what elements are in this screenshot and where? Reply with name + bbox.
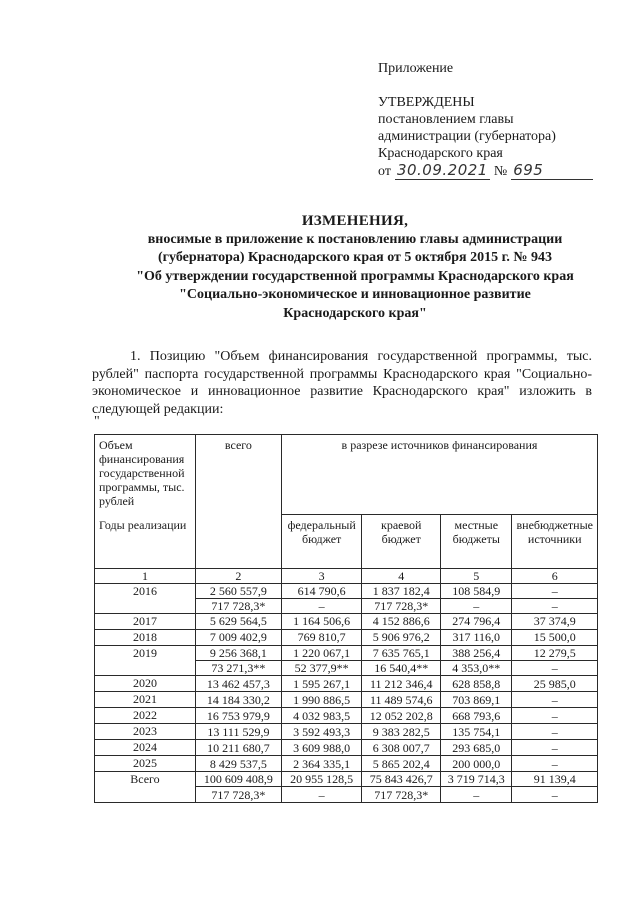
value-cell: 8 429 537,5	[195, 756, 281, 772]
financing-table	[94, 434, 598, 803]
year-cell: 2019	[95, 645, 196, 675]
value-cell: 614 790,6	[281, 583, 361, 598]
value-cell: 15 500,0	[512, 629, 598, 645]
value-cell: 73 271,3**	[195, 661, 281, 676]
value-cell: 7 635 765,1	[362, 645, 441, 660]
value-cell: –	[512, 661, 598, 676]
year-cell: 2025	[95, 756, 196, 772]
value-cell: 2 364 335,1	[281, 756, 361, 772]
value-cell: 9 256 368,1	[195, 645, 281, 660]
approved-label: УТВЕРЖДЕНЫ	[378, 95, 475, 110]
table-row	[95, 692, 598, 708]
value-cell: 717 728,3*	[362, 787, 441, 802]
value-cell: 628 858,8	[441, 676, 512, 692]
paragraph-text: 1. Позицию "Объем финансирования государственной программы, тыс. рублей" паспорта государственной программы Краснодарского края "Социально-экономическое и инновационное развитие Краснодарского края" изложить в следующей редакции:	[92, 349, 592, 417]
value-cell: 200 000,0	[441, 756, 512, 772]
year-cell: 2016	[95, 583, 196, 613]
value-cell: 1 990 886,5	[281, 692, 361, 708]
title-line-2: (губернатора) Краснодарского края от 5 октября 2015 г. № 943	[158, 250, 552, 265]
value-cell: –	[512, 708, 598, 724]
value-cell: 5 865 202,4	[362, 756, 441, 772]
value-cell: 4 353,0**	[441, 661, 512, 676]
document-title	[60, 212, 640, 323]
title-line-4: "Социально-экономическое и инновационное развитие	[179, 287, 531, 302]
column-index: 1	[95, 568, 196, 583]
table-row	[95, 724, 598, 740]
title-line-1: вносимые в приложение к постановлению главы администрации	[147, 231, 563, 247]
table-row	[95, 756, 598, 772]
value-cell: –	[512, 787, 598, 802]
value-cell: 52 377,9**	[281, 661, 361, 676]
value-cell: 769 810,7	[281, 629, 361, 645]
value-cell: –	[512, 598, 598, 613]
opening-quote: "	[94, 414, 100, 429]
value-cell: 3 592 493,3	[281, 724, 361, 740]
year-cell: 2017	[95, 613, 196, 629]
value-cell: 16 753 979,9	[195, 708, 281, 724]
body-paragraph	[92, 348, 592, 418]
year-cell: 2020	[95, 676, 196, 692]
value-cell: 2 560 557,9	[195, 583, 281, 598]
handwritten-number: 695	[511, 162, 593, 180]
column-index: 2	[195, 568, 281, 583]
year-cell: 2018	[95, 629, 196, 645]
value-cell: 13 462 457,3	[195, 676, 281, 692]
value-cell: 16 540,4**	[362, 661, 441, 676]
header-local: местные бюджеты	[441, 515, 512, 569]
value-cell: –	[512, 756, 598, 772]
year-cell: Всего	[95, 772, 196, 802]
year-cell: 2022	[95, 708, 196, 724]
title-line-5: Краснодарского края"	[283, 305, 427, 321]
header-years: Годы реализации	[95, 515, 196, 569]
value-cell: 5 906 976,2	[362, 629, 441, 645]
value-cell: 11 489 574,6	[362, 692, 441, 708]
value-cell: 13 111 529,9	[195, 724, 281, 740]
table-row	[95, 645, 598, 660]
column-index-row	[95, 568, 598, 583]
table-row	[95, 613, 598, 629]
value-cell: 9 383 282,5	[362, 724, 441, 740]
date-number-row	[378, 162, 597, 180]
table-row	[95, 583, 598, 598]
value-cell: 25 985,0	[512, 676, 598, 692]
number-prefix: №	[493, 164, 508, 179]
value-cell: 75 843 426,7	[362, 772, 441, 787]
value-cell: 14 184 330,2	[195, 692, 281, 708]
column-index: 4	[362, 568, 441, 583]
title-line-3: "Об утверждении государственной программы Краснодарского края	[136, 268, 574, 284]
value-cell: –	[512, 740, 598, 756]
date-prefix: от	[378, 164, 391, 179]
year-cell: 2021	[95, 692, 196, 708]
value-cell: –	[512, 724, 598, 740]
header-extra: внебюджетные источники	[512, 515, 598, 569]
value-cell: 12 279,5	[512, 645, 598, 660]
year-cell: 2024	[95, 740, 196, 756]
value-cell: 3 719 714,3	[441, 772, 512, 787]
header-regional: краевой бюджет	[362, 515, 441, 569]
value-cell: 6 308 007,7	[362, 740, 441, 756]
value-cell: 12 052 202,8	[362, 708, 441, 724]
value-cell: 1 595 267,1	[281, 676, 361, 692]
value-cell: 3 609 988,0	[281, 740, 361, 756]
column-index: 5	[441, 568, 512, 583]
value-cell: 91 139,4	[512, 772, 598, 787]
column-index: 6	[512, 568, 598, 583]
value-cell: 108 584,9	[441, 583, 512, 598]
table-row	[95, 708, 598, 724]
value-cell: 4 152 886,6	[362, 613, 441, 629]
table-row	[95, 740, 598, 756]
value-cell: 703 869,1	[441, 692, 512, 708]
appendix-label: Приложение	[378, 61, 454, 76]
value-cell: –	[281, 598, 361, 613]
value-cell: 100 609 408,9	[195, 772, 281, 787]
value-cell: 7 009 402,9	[195, 629, 281, 645]
value-cell: –	[512, 583, 598, 598]
value-cell: 717 728,3*	[195, 787, 281, 802]
value-cell: 1 837 182,4	[362, 583, 441, 598]
value-cell: 135 754,1	[441, 724, 512, 740]
year-cell: 2023	[95, 724, 196, 740]
header-total: всего	[195, 435, 281, 569]
table-row	[95, 772, 598, 787]
title-main: ИЗМЕНЕНИЯ,	[301, 213, 409, 229]
value-cell: 1 220 067,1	[281, 645, 361, 660]
value-cell: 4 032 983,5	[281, 708, 361, 724]
value-cell: 10 211 680,7	[195, 740, 281, 756]
header-volume: Объем финансирования государственной программы, тыс. рублей	[95, 435, 196, 515]
value-cell: 668 793,6	[441, 708, 512, 724]
value-cell: 388 256,4	[441, 645, 512, 660]
approval-block	[378, 60, 597, 180]
approved-line-1: постановлением главы	[378, 112, 514, 127]
column-index: 3	[281, 568, 361, 583]
value-cell: 274 796,4	[441, 613, 512, 629]
value-cell: 717 728,3*	[195, 598, 281, 613]
value-cell: 37 374,9	[512, 613, 598, 629]
handwritten-date: 30.09.2021	[396, 161, 488, 179]
value-cell: 1 164 506,6	[281, 613, 361, 629]
value-cell: 11 212 346,4	[362, 676, 441, 692]
value-cell: 717 728,3*	[362, 598, 441, 613]
value-cell: –	[281, 787, 361, 802]
value-cell: 20 955 128,5	[281, 772, 361, 787]
value-cell: 5 629 564,5	[195, 613, 281, 629]
value-cell: –	[441, 787, 512, 802]
approved-line-3: Краснодарского края	[378, 146, 503, 161]
value-cell: 317 116,0	[441, 629, 512, 645]
header-sources: в разрезе источников финансирования	[281, 435, 597, 515]
value-cell: –	[512, 692, 598, 708]
table-row	[95, 629, 598, 645]
header-federal: федеральный бюджет	[281, 515, 361, 569]
table-row	[95, 676, 598, 692]
approved-line-2: администрации (губернатора)	[378, 129, 556, 144]
value-cell: –	[441, 598, 512, 613]
value-cell: 293 685,0	[441, 740, 512, 756]
